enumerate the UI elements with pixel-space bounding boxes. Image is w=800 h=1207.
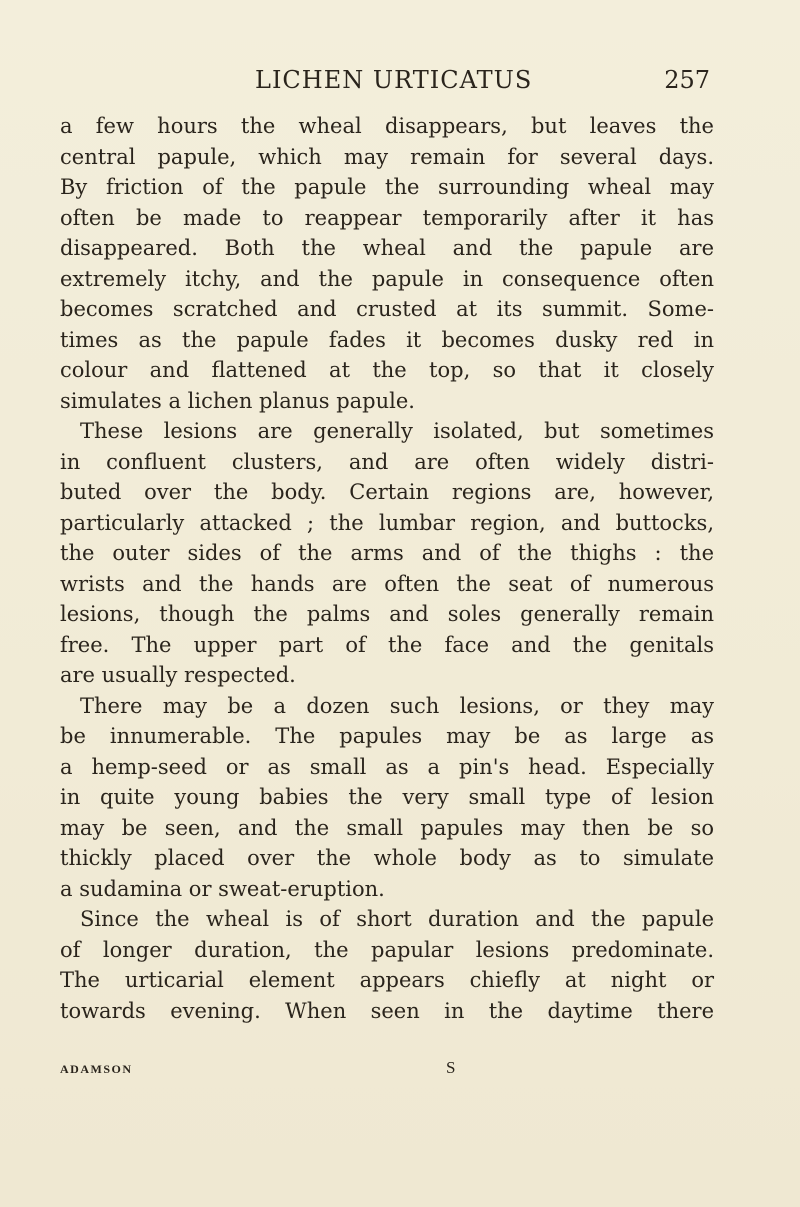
text-line: the outer sides of the arms and of the thighs : the	[60, 541, 714, 565]
text-line: central papule, which may remain for several days.	[60, 144, 714, 169]
text-line: By friction of the papule the surrounding wheal may	[60, 175, 714, 199]
page-number: 257	[664, 66, 710, 94]
text-line: a hemp-seed or as small as a pin's head. Especially	[60, 754, 714, 779]
text-line: times as the papule fades it becomes dusky red in	[60, 327, 714, 352]
text-line: buted over the body. Certain regions are, however,	[60, 480, 714, 504]
text-line: thickly placed over the whole body as to simulate	[60, 846, 714, 870]
paragraph-start-line: There may be a dozen such lesions, or they may	[80, 693, 714, 718]
text-line: wrists and the hands are often the seat of numerous	[60, 571, 714, 596]
text-line: in quite young babies the very small type of lesion	[60, 785, 714, 809]
text-line: simulates a lichen planus papule.	[60, 388, 415, 413]
page-header	[60, 66, 710, 102]
text-line: a few hours the wheal disappears, but leaves the	[60, 114, 714, 138]
text-line: be innumerable. The papules may be as large as	[60, 724, 714, 748]
text-line: particularly attacked ; the lumbar region, and buttocks,	[60, 510, 714, 535]
body-text	[60, 111, 714, 1026]
text-line: becomes scratched and crusted at its summit. Some-	[60, 297, 714, 321]
text-line: disappeared. Both the wheal and the papule are	[60, 236, 714, 260]
text-line: towards evening. When seen in the daytime there	[60, 998, 714, 1023]
signature-mark: S	[446, 1058, 456, 1077]
paragraph-start-line: Since the wheal is of short duration and the papule	[80, 907, 714, 931]
running-head: LICHEN URTICATUS	[255, 66, 533, 94]
text-line: may be seen, and the small papules may then be so	[60, 815, 714, 840]
text-line: often be made to reappear temporarily after it has	[60, 205, 714, 230]
text-line: colour and flattened at the top, so that it closely	[60, 358, 714, 382]
text-line: lesions, though the palms and soles generally remain	[60, 602, 714, 626]
text-line: in confluent clusters, and are often widely distri-	[60, 449, 714, 474]
printer-mark: ADAMSON	[60, 1062, 133, 1076]
text-line: extremely itchy, and the papule in consequence often	[60, 266, 714, 291]
text-line: free. The upper part of the face and the genitals	[60, 632, 714, 657]
text-line: The urticarial element appears chiefly at night or	[60, 968, 714, 992]
text-line: of longer duration, the papular lesions predominate.	[60, 937, 714, 962]
page-footer	[60, 1058, 714, 1086]
text-line: a sudamina or sweat-eruption.	[60, 876, 385, 901]
paragraph-start-line: These lesions are generally isolated, but sometimes	[80, 419, 714, 443]
text-line: are usually respected.	[60, 663, 296, 687]
